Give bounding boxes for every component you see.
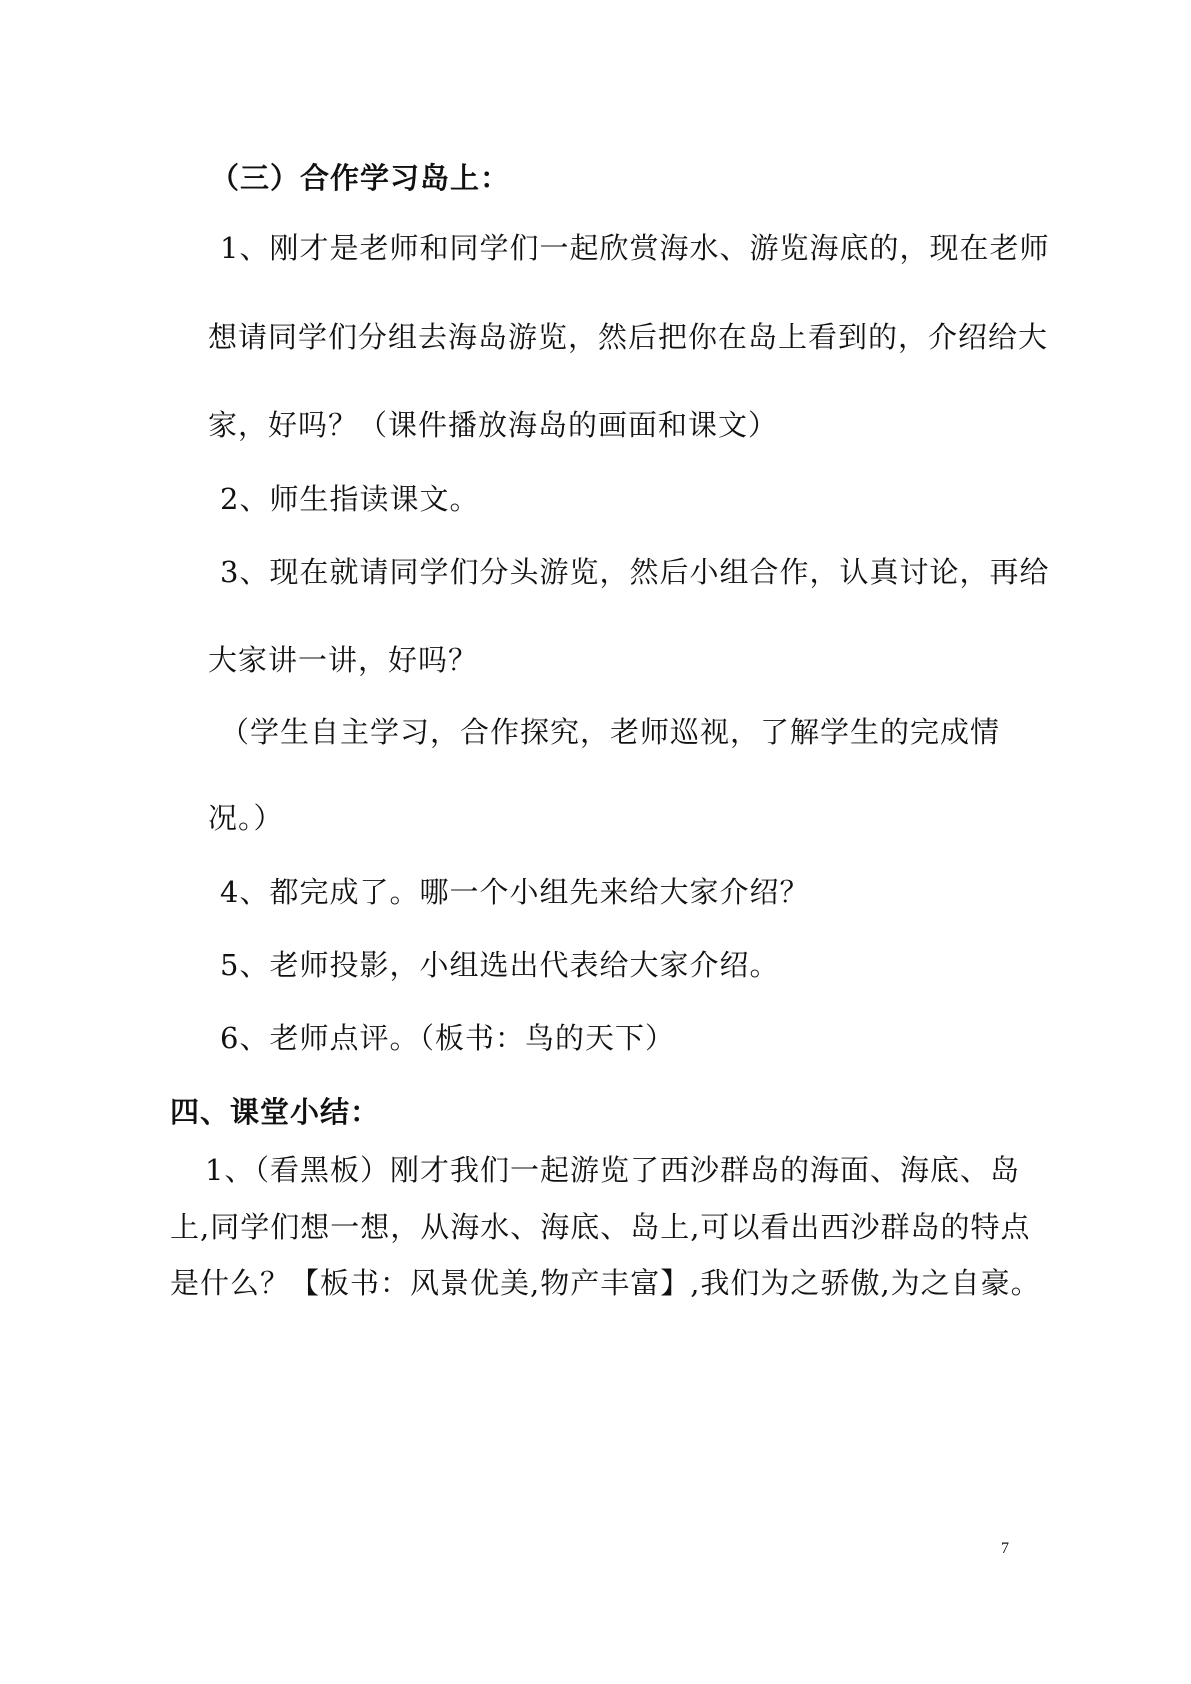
section3-note-line1: （学生自主学习，合作探究，老师巡视，了解学生的完成情	[220, 715, 1001, 749]
section4-item1-line3: 是什么？【板书：风景优美,物产丰富】,我们为之骄傲,为之自豪。	[170, 1266, 1041, 1300]
section3-item2: 2、师生指读课文。	[220, 482, 480, 516]
section4-item1-line1: 1、（看黑板）刚才我们一起游览了西沙群岛的海面、海底、岛	[205, 1153, 1020, 1187]
section4-heading: 四、课堂小结：	[170, 1095, 381, 1129]
section3-item5: 5、老师投影，小组选出代表给大家介绍。	[220, 948, 780, 982]
section3-item3-line2: 大家讲一讲，好吗？	[208, 643, 479, 677]
section3-item1-line3: 家，好吗？（课件播放海岛的画面和课文）	[208, 408, 779, 442]
section3-item4: 4、都完成了。哪一个小组先来给大家介绍？	[220, 875, 810, 909]
section3-heading: （三）合作学习岛上：	[210, 161, 511, 195]
section3-item1-line1: 1、刚才是老师和同学们一起欣赏海水、游览海底的，现在老师	[220, 231, 1050, 265]
section3-note-line2: 况。）	[208, 801, 284, 835]
section4-item1-line2: 上,同学们想一想，从海水、海底、岛上,可以看出西沙群岛的特点	[170, 1210, 1031, 1244]
page-number: 7	[1001, 1540, 1009, 1557]
section3-item1-line2: 想请同学们分组去海岛游览，然后把你在岛上看到的，介绍给大	[208, 320, 1049, 354]
section3-item6: 6、老师点评。（板书：鸟的天下）	[220, 1021, 675, 1055]
section3-item3-line1: 3、现在就请同学们分头游览，然后小组合作，认真讨论，再给	[220, 555, 1050, 589]
